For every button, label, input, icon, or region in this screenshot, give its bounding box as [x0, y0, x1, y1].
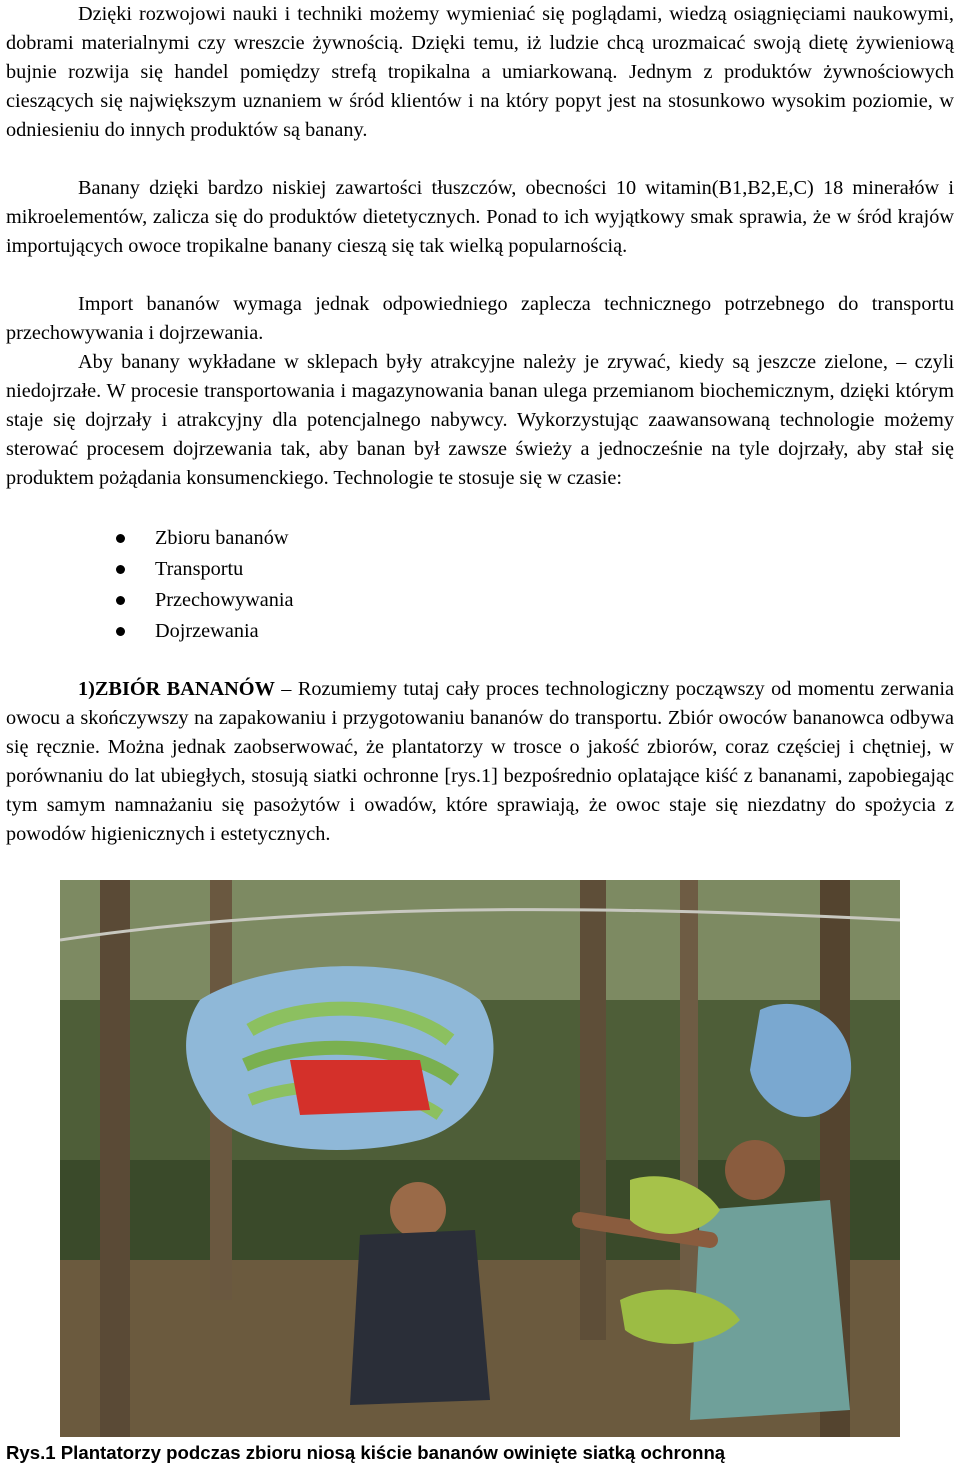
bullet-icon [116, 565, 125, 574]
paragraph-nutrition: Banany dzięki bardzo niskiej zawartości tłuszczów, obecności 10 witamin(B1,B2,E,C) 18 minerałów i mikroelementów, zalicza się do produktów dietetycznych. Ponad to ich wyjątkowy smak sprawia, że w śród krajów importujących owoce tropikalne banany cieszą się tak wielką popularnością. [6, 177, 954, 257]
figure-photo [60, 880, 900, 1437]
list-item: Przechowywania [100, 585, 294, 616]
paragraph-import: Import bananów wymaga jednak odpowiedniego zaplecza technicznego potrzebnego do transportu przechowywania i dojrzewania. [6, 293, 954, 344]
bullet-icon [116, 627, 125, 636]
section-harvest [6, 675, 954, 849]
list-item: Transportu [100, 554, 294, 585]
bullet-icon [116, 534, 125, 543]
paragraph-intro: Dzięki rozwojowi nauki i techniki możemy wymieniać się poglądami, wiedzą osiągnięciami naukowymi, dobrami materialnymi czy wreszcie żywnością. Dzięki temu, iż ludzie chcą urozmaicać swoją dietę żywieniową bujnie rozwija się handel pomiędzy strefą tropikalna a umiarkowaną. Jednym z produktów żywnościowych cieszących się największym uznaniem w śród klientów i na który popyt jest na stosunkowo wysokim poziomie, w odniesieniu do innych produktów są banany. [6, 3, 954, 141]
section-heading: 1)ZBIÓR BANANÓW [78, 678, 275, 700]
bullet-icon [116, 596, 125, 605]
section-text: – Rozumiemy tutaj cały proces technologiczny począwszy od momentu zerwania owocu a skończywszy na zapakowaniu i przygotowaniu bananów do transportu. Zbiór owoców bananowca odbywa się ręcznie. Można jednak zaobserwować, że plantatorzy w trosce o jakość zbiorów, coraz częściej i chętniej, w porównaniu do lat ubiegłych, stosują siatki ochronne [rys.1] bezpośrednio oplatające kiść z bananami, zapobiegając tym samym namnażaniu się pasożytów i owadów, które sprawiają, że owoc staje się niezdatny do spożycia z powodów higienicznych i estetycznych. [6, 678, 954, 845]
list-item: Zbioru bananów [100, 523, 294, 554]
figure-caption: Rys.1 Plantatorzy podczas zbioru niosą kiście bananów owinięte siatką ochronną [6, 1442, 726, 1463]
banana-harvest-image [60, 880, 900, 1437]
paragraph-ripening: Aby banany wykładane w sklepach były atrakcyjne należy je zrywać, kiedy są jeszcze zielone, – czyli niedojrzałe. W procesie transportowania i magazynowania banan ulega przemianom biochemicznym, dzięki którym staje się dojrzały i atrakcyjny dla potencjalnego nabywcy. Wykorzystując zaawansowaną technologie możemy sterować procesem dojrzewania tak, aby banan był zawsze świeży a jednocześnie na tyle dojrzały, aby stał się produktem pożądania konsumenckiego. Technologie te stosuje się w czasie: [6, 351, 954, 489]
technology-stage-list [100, 523, 294, 647]
list-item: Dojrzewania [100, 616, 294, 647]
